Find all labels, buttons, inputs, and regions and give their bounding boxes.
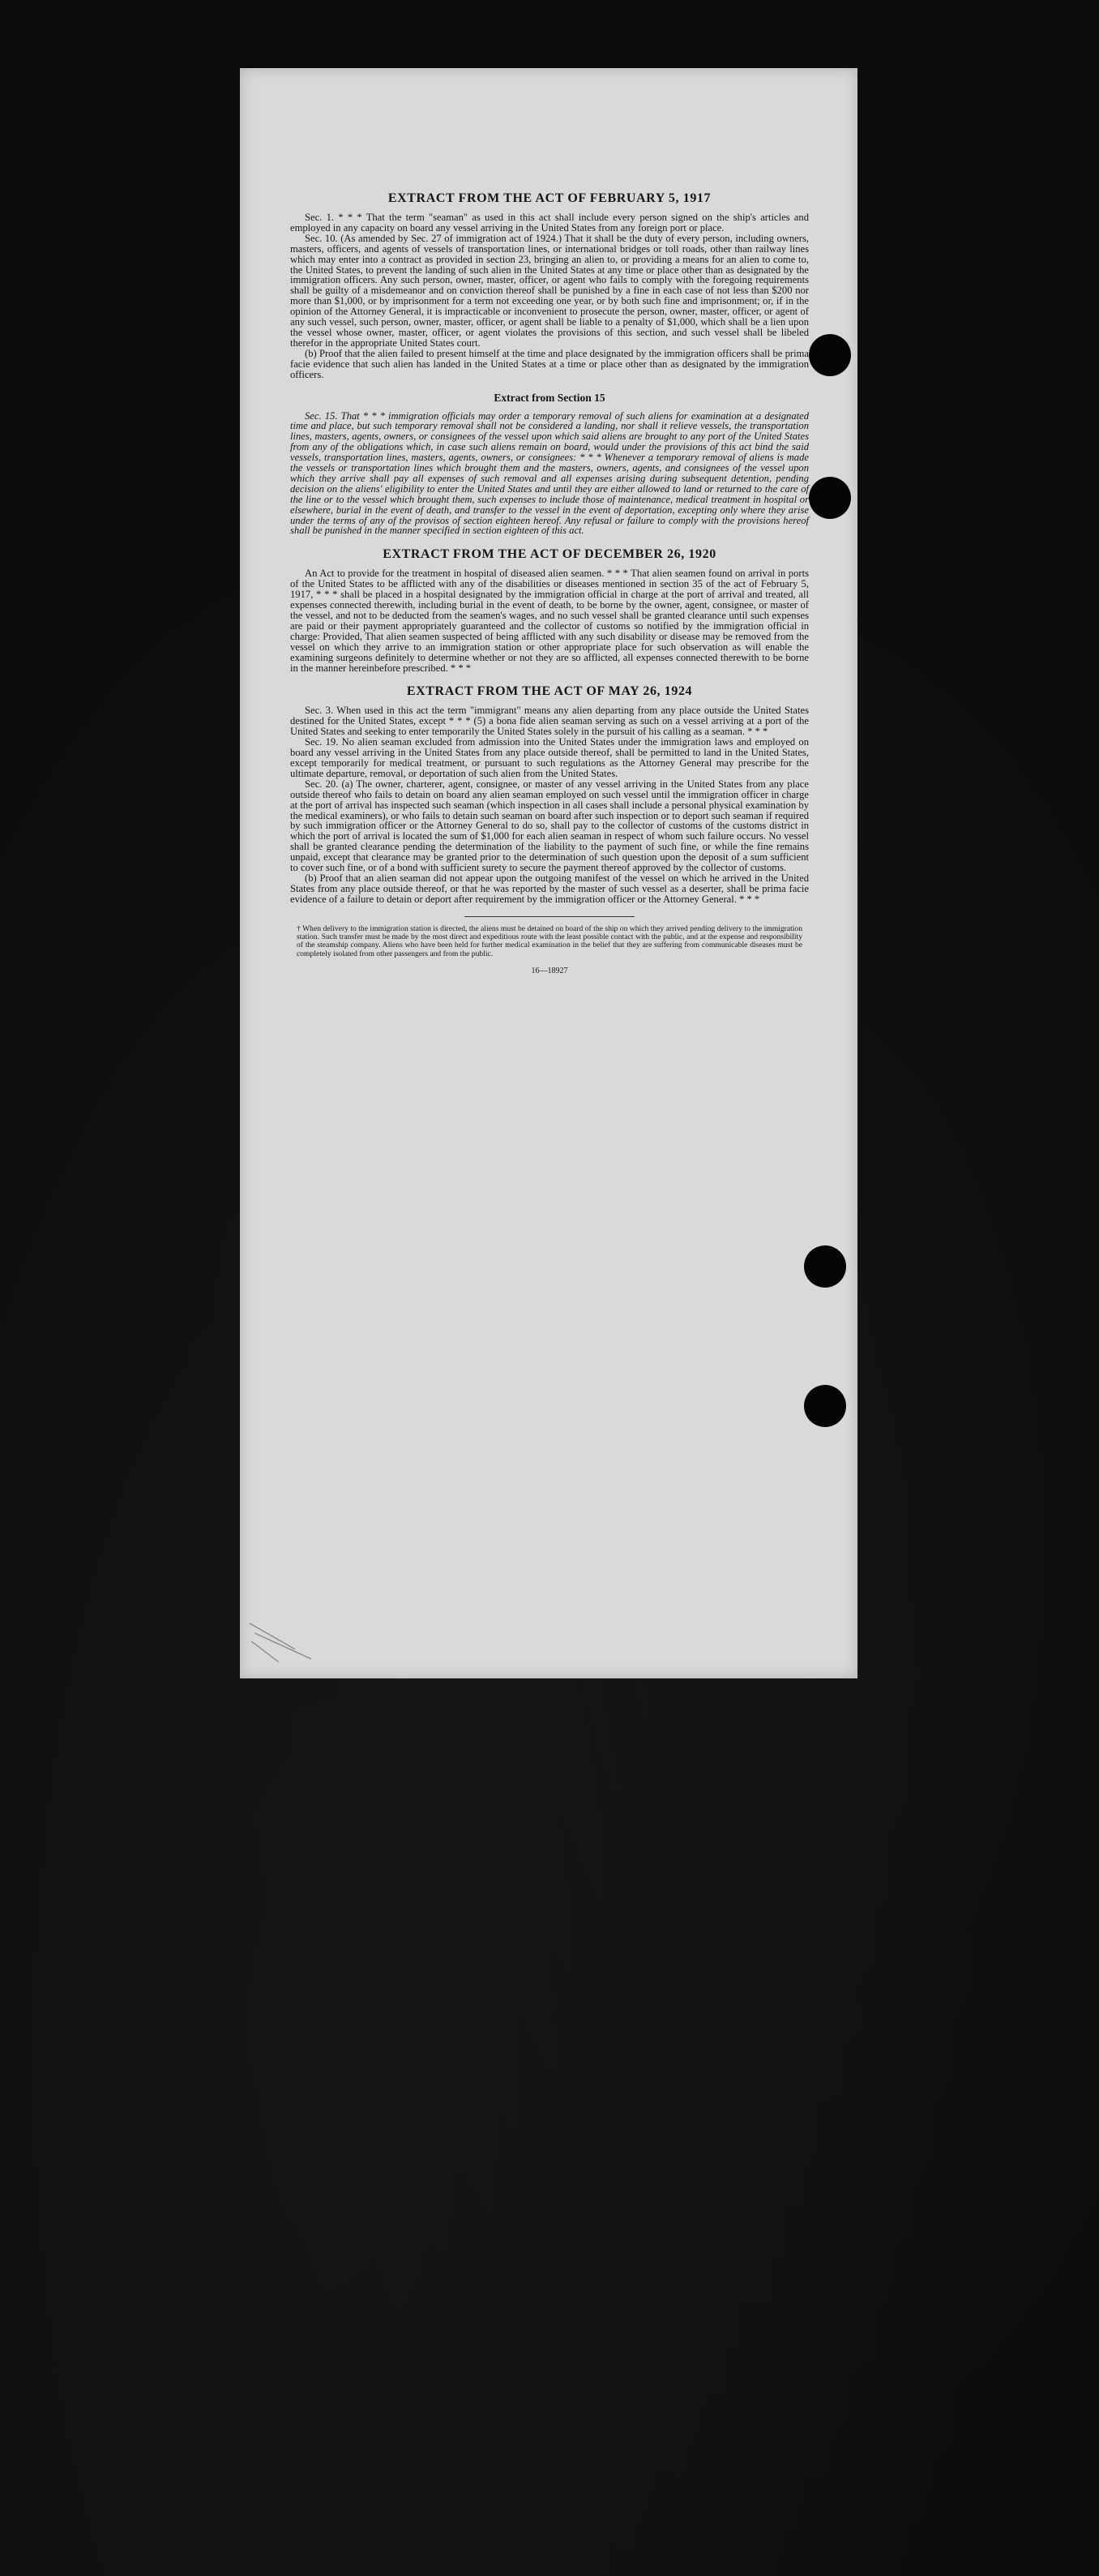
document-page — [240, 68, 857, 1678]
section-15 — [290, 392, 809, 537]
heading-section-15: Extract from Section 15 — [494, 391, 605, 404]
section-act-1920 — [290, 547, 809, 673]
paper-crease-mark — [246, 1617, 319, 1665]
heading-act-1920: EXTRACT FROM THE ACT OF DECEMBER 26, 1920 — [383, 547, 716, 562]
punch-hole-1 — [809, 334, 851, 376]
paragraph-sec20a: Sec. 20. (a) The owner, charterer, agent, consignee, or master of any vessel arriving in the United States from any place outside thereof who fails to detain on board any alien seaman employed on such vessel until the immigration officer in charge at the port of arrival has inspected such seaman (which inspection in all cases shall include a personal physical examination by the medical examiners), or who fails to detain such seaman on board after such inspection or to deport such seaman if required by such immigration officer or the Attorney General to do so, shall pay to the collector of customs of the customs district in which the port of arrival is located the sum of $1,000 for each alien seaman in respect of whom such failure occurs. No vessel shall be granted clearance pending the determination of the liability to the payment of such fine, or while the fine remains unpaid, except that clearance may be granted prior to the determination of such question upon the deposit of a sum sufficient to cover such fine, or of a bond with sufficient surety to secure the payment thereof approved by the collector of customs. — [290, 778, 809, 874]
paragraph-sec15: Sec. 15. That * * * immigration officials may order a temporary removal of such aliens for examination at a designated time and place, but such temporary removal shall not be considered a landing, nor shall it relieve vessels, the transportation lines, masters, agents, owners, or consignees of the vessel upon which said aliens are brought to any port of the United States from any of the obligations which, in case such aliens remain on board, would under the provisions of this act bind the said vessels, transportation lines, masters, agents, owners, or consignees: * * * Whenever a temporary removal of aliens is made the vessels or transportation lines which brought them and the masters, owners, agents, and consignees of the vessel upon which they arrive shall pay all expenses of such removal and all expenses arising during subsequent detention, pending decision on the aliens' eligibility to enter the United States and until they are either allowed to land or returned to the care of the line or to the vessel which brought them, such expenses to include those of maintenance, medical treatment in hospital or elsewhere, burial in the event of death, and transfer to the vessel in the event of deportation, excepting only where they arise under the terms of any of the provisos of section eighteen hereof. Any refusal or failure to comply with the provisions hereof shall be punished in the manner specified in section eighteen of this act. — [290, 409, 809, 537]
section-act-1917 — [290, 191, 809, 380]
heading-act-1917: EXTRACT FROM THE ACT OF FEBRUARY 5, 1917 — [387, 191, 712, 205]
paragraph-sec19: Sec. 19. No alien seaman excluded from admission into the United States under the immigration laws and employed on board any vessel arriving in the United States from any place outside thereof, shall be permitted to land in the United States, except temporarily for medical treatment, or pursuant to such regulations as the Attorney General may prescribe for the ultimate departure, removal, or deportation of such alien from the United States. — [290, 736, 809, 779]
paragraph-sec10b: (b) Proof that the alien failed to present himself at the time and place designated by the immigration officers shall be prima facie evidence that such alien has landed in the United States at a time or place other than as designated by the immigration officers. — [290, 347, 809, 380]
paragraph-sec10: Sec. 10. (As amended by Sec. 27 of immigration act of 1924.) That it shall be the duty of every person, including owners, masters, officers, and agents of vessels of transportation lines, or international bridges or toll roads, other than railway lines which may enter into a contract as provided in section 23, bringing an alien to, or providing a means for an alien to come to, the United States, to prevent the landing of such alien in the United States at any time or place other than as designated by the immigration officers. Any such person, owner, master, officer, or agent who fails to comply with the foregoing requirements shall be guilty of a misdemeanor and on conviction thereof shall be punished by a fine in each case of not less than $200 nor more than $1,000, or by imprisonment for a term not exceeding one year, or by both such fine and imprisonment; or, if in the opinion of the Attorney General, it is impracticable or inconvenient to prosecute the person, owner, master, officer, or agent of any such vessel, such person, owner, master, officer, or agent shall be liable to a penalty of $1,000, which shall be a lien upon the vessel whose owner, master, officer, or agent violates the provisions of this section, and such vessel shall be libeled therefor in the appropriate United States court. — [290, 232, 809, 349]
paragraph-sec20b: (b) Proof that an alien seaman did not appear upon the outgoing manifest of the vessel on which he arrived in the United States from any place outside thereof, or that he was reported by the master of such vessel as a deserter, shall be prima facie evidence of a failure to detain or deport after requirement by the immigration officer or the Attorney General. * * * — [290, 872, 809, 905]
form-number: 16—18927 — [531, 967, 568, 976]
punch-hole-3 — [804, 1245, 846, 1288]
paragraph-act-1920: An Act to provide for the treatment in hospital of diseased alien seamen. * * * That alien seamen found on arrival in ports of the United States to be afflicted with any of the disabilities or diseases mentioned in section 35 of the act of February 5, 1917, * * * shall be placed in a hospital designated by the immigration official in charge at the port of arrival and treated, all expenses connected therewith, including burial in the event of death, to be borne by the owner, agent, consignee, or master of the vessel, and not to be deducted from the seamen's wages, and no such vessel shall be granted clearance until such expenses are paid or their payment appropriately guaranteed and the collector of customs so notified by the immigration official in charge: Provided, That alien seamen suspected of being afflicted with any such disability or disease may be removed from the vessel on which they arrive to an immigration station or other appropriate place for such observation as will enable the examining surgeons definitely to determine whether or not they are so afflicted, all expenses connected therewith to be borne in the manner hereinbefore prescribed. * * * — [290, 568, 809, 674]
document-body — [290, 191, 809, 975]
paragraph-sec1: Sec. 1. * * * That the term "seaman" as used in this act shall include every person signed on the ship's articles and employed in any capacity on board any vessel arriving in the United States from any foreign port or place. — [290, 212, 809, 234]
punch-hole-2 — [809, 477, 851, 519]
footnote: † When delivery to the immigration station is directed, the aliens must be detained on board of the ship on which they arrived pending delivery to the immigration station. Such transfer must be made by the most direct and expeditious route with the least possible contact with the public, and at the expense and responsibility of the steamship company. Aliens who have been held for further medical examination in the belief that they are suffering from communicable diseases must be completely isolated from other passengers and from the public. — [297, 924, 802, 958]
paragraph-sec3: Sec. 3. When used in this act the term "immigrant" means any alien departing from any place outside the United States destined for the United States, except * * * (5) a bona fide alien seaman serving as such on a vessel arriving at a port of the United States and seeking to enter temporarily the United States solely in the pursuit of his calling as a seaman. * * * — [290, 705, 809, 738]
heading-act-1924: EXTRACT FROM THE ACT OF MAY 26, 1924 — [406, 684, 693, 699]
section-act-1924 — [290, 684, 809, 904]
punch-hole-4 — [804, 1385, 846, 1427]
footnote-divider — [464, 916, 635, 917]
